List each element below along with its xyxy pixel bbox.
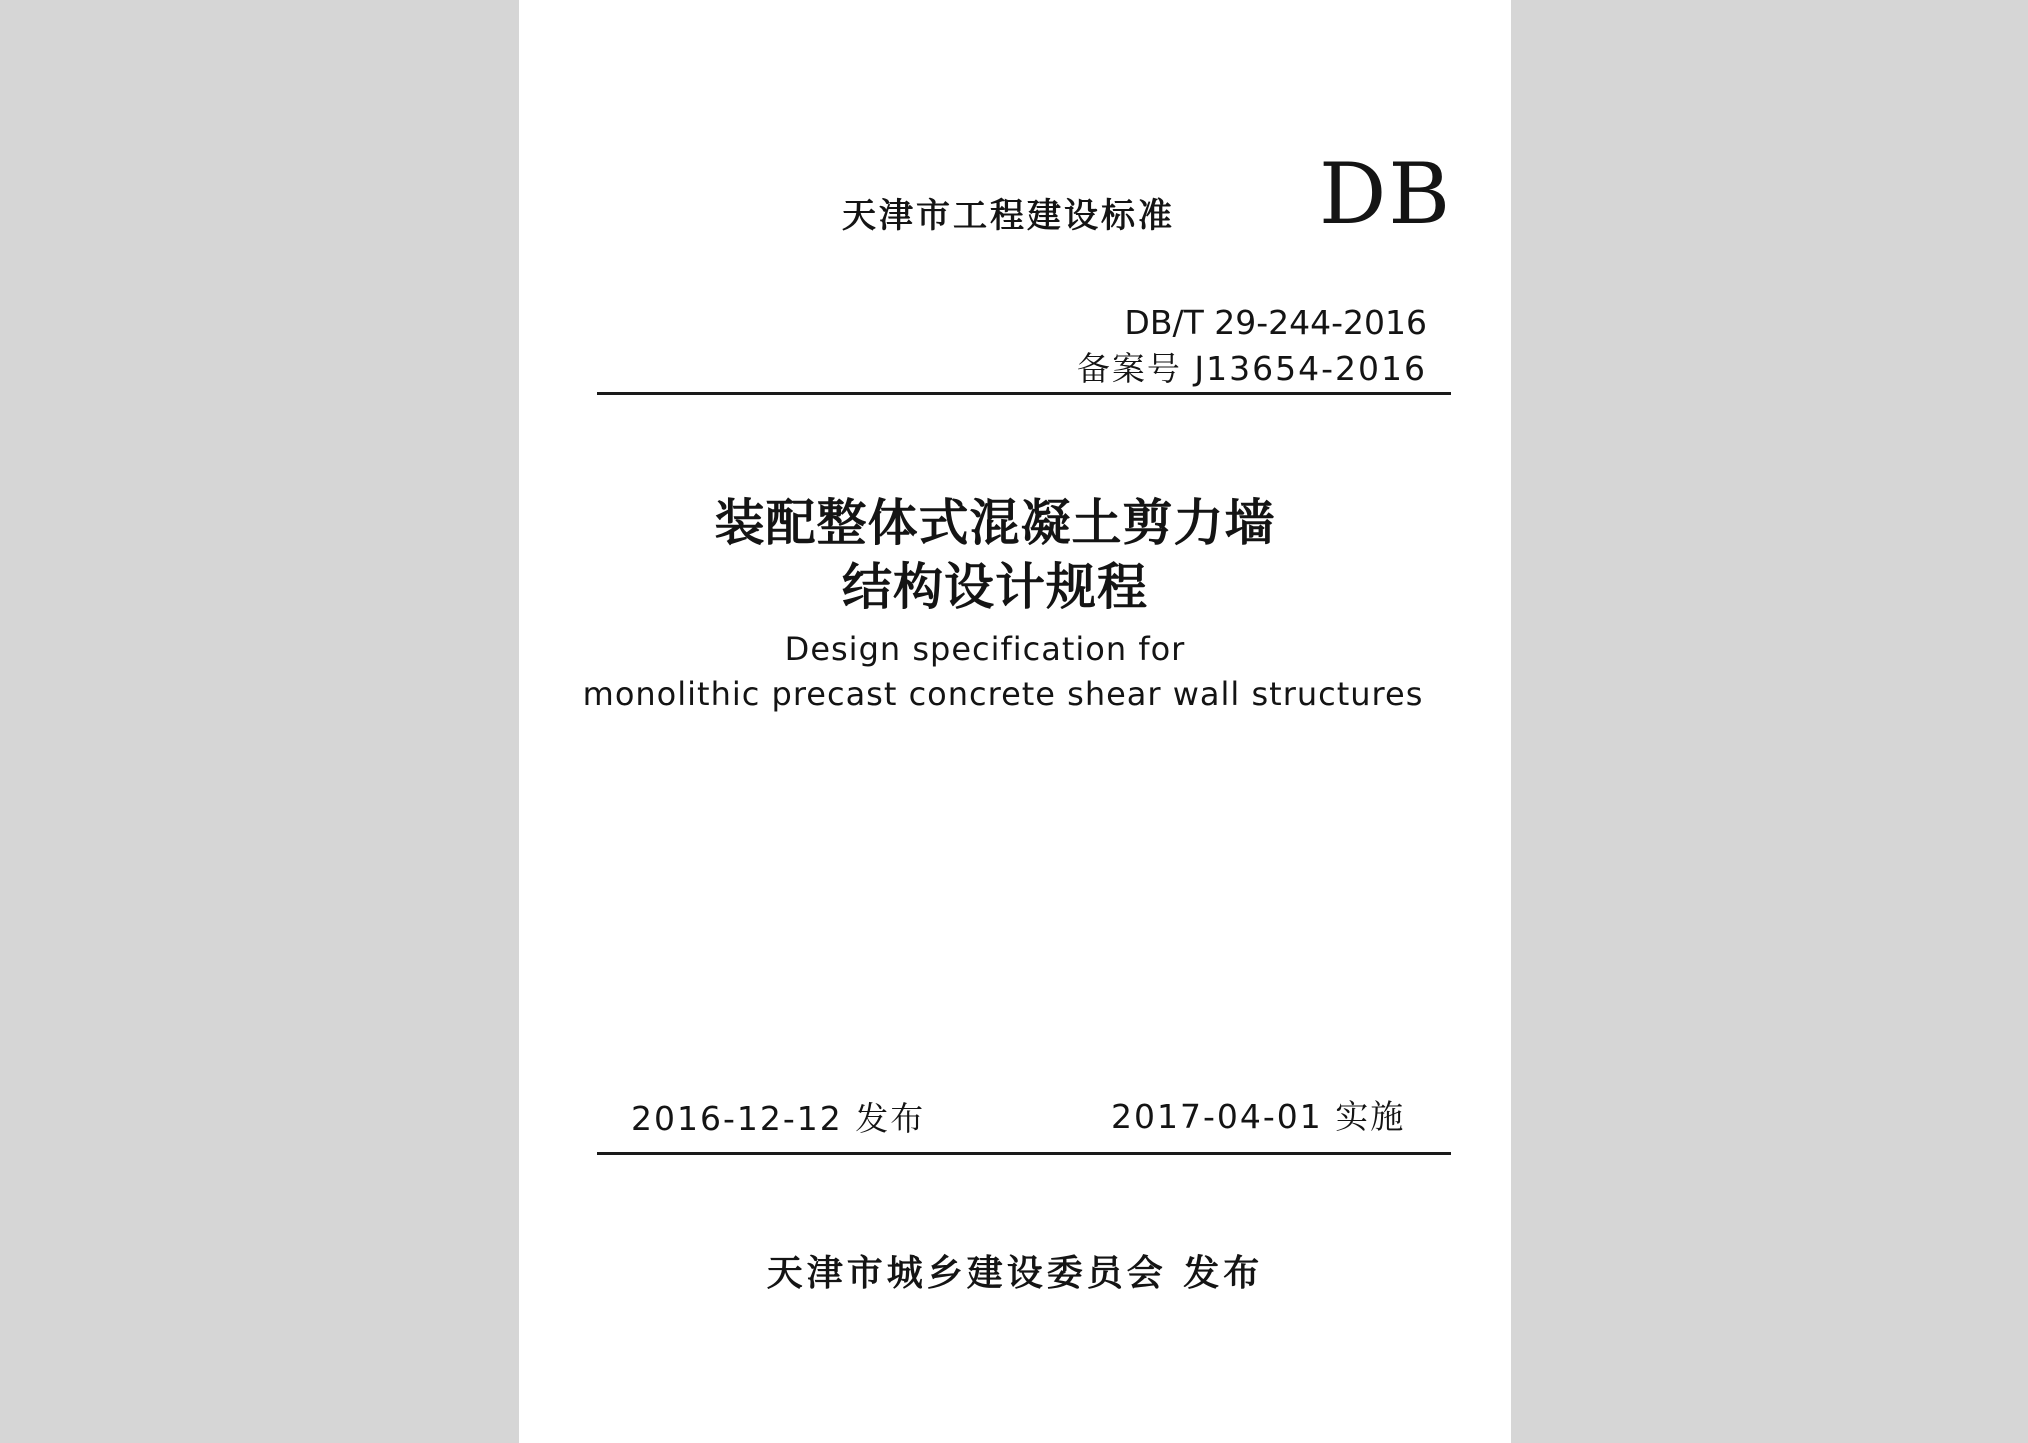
issue-date: 2016-12-12 发布	[631, 1099, 926, 1138]
document-page	[519, 0, 1511, 1443]
title-chinese-line-1: 装配整体式混凝土剪力墙	[714, 494, 1276, 552]
standard-series-label: 天津市工程建设标准	[842, 196, 1175, 236]
implementation-date: 2017-04-01 实施	[1111, 1097, 1406, 1136]
title-english-line-1: Design specification for	[784, 630, 1186, 668]
title-english-line-2: monolithic precast concrete shear wall structures	[582, 675, 1424, 713]
db-mark: DB	[1319, 145, 1453, 243]
standard-number: DB/T 29-244-2016	[1124, 303, 1427, 342]
publisher: 天津市城乡建设委员会 发布	[766, 1253, 1264, 1294]
top-divider	[597, 392, 1451, 395]
title-chinese-line-2: 结构设计规程	[842, 558, 1148, 616]
bottom-divider	[597, 1152, 1451, 1155]
record-number: 备案号 J13654-2016	[1076, 349, 1427, 388]
